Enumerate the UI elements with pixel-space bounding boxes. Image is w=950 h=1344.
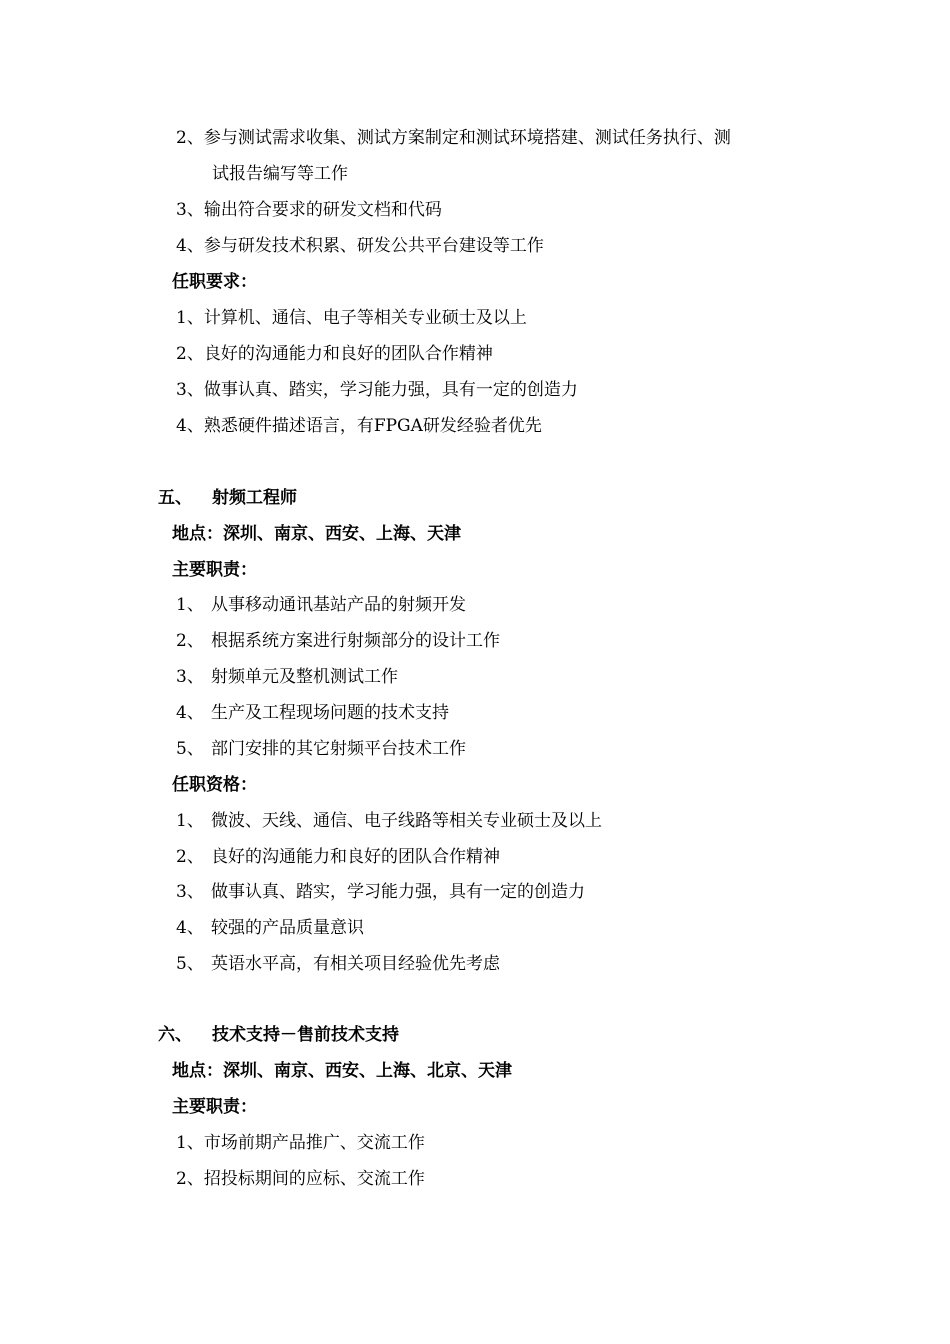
- item-text: 较强的产品质量意识: [211, 918, 364, 938]
- item-number: 1、: [176, 1133, 204, 1153]
- duties-heading: 主要职责：: [172, 1097, 257, 1117]
- item-number: 5、: [176, 954, 204, 974]
- duty-item: [176, 630, 500, 652]
- requirement-item: [176, 953, 500, 975]
- requirement-item: [176, 917, 364, 939]
- item-text: 计算机、通信、电子等相关专业硕士及以上: [203, 308, 527, 328]
- duty-item: [176, 1168, 425, 1190]
- item-number: 2、: [176, 631, 204, 651]
- item-number: 4、: [176, 416, 204, 436]
- requirement-item: [176, 810, 602, 832]
- requirement-item: [176, 846, 500, 868]
- item-number: 1、: [176, 595, 204, 615]
- item-text: 部门安排的其它射频平台技术工作: [211, 739, 466, 759]
- section-heading-5: [158, 487, 297, 509]
- duty-item: [176, 199, 442, 221]
- item-text: 射频单元及整机测试工作: [211, 667, 398, 687]
- item-text: 参与测试需求收集、测试方案制定和测试环境搭建、测试任务执行、测: [203, 128, 731, 148]
- item-number: 4、: [176, 918, 204, 938]
- item-text: 招投标期间的应标、交流工作: [203, 1169, 425, 1189]
- requirement-item: [176, 881, 585, 903]
- item-number: 2、: [176, 1169, 204, 1189]
- duty-item: [176, 594, 466, 616]
- section-title: 技术支持－售前技术支持: [212, 1025, 399, 1045]
- location-line: 地点：深圳、南京、西安、上海、天津: [172, 524, 461, 544]
- item-text: 良好的沟通能力和良好的团队合作精神: [211, 847, 500, 867]
- requirement-item: [176, 307, 527, 329]
- item-number: 2、: [176, 847, 204, 867]
- duties-heading: 主要职责：: [172, 560, 257, 580]
- item-text: 英语水平高，有相关项目经验优先考虑: [211, 954, 500, 974]
- item-number: 2、: [176, 344, 204, 364]
- duty-item: [176, 127, 731, 149]
- item-text: 输出符合要求的研发文档和代码: [203, 200, 442, 220]
- section-number: 六、: [158, 1025, 192, 1045]
- duty-item: [176, 702, 449, 724]
- item-text: 熟悉硬件描述语言，有FPGA研发经验者优先: [203, 416, 542, 436]
- section-title: 射频工程师: [212, 488, 297, 508]
- section-heading-6: [158, 1024, 399, 1046]
- duty-item-continuation: [212, 163, 348, 185]
- item-text: 市场前期产品推广、交流工作: [203, 1133, 425, 1153]
- location-line: 地点：深圳、南京、西安、上海、北京、天津: [172, 1061, 512, 1081]
- requirements-heading: 任职要求：: [172, 272, 257, 292]
- item-number: 3、: [176, 380, 204, 400]
- section-number: 五、: [158, 488, 192, 508]
- item-text: 根据系统方案进行射频部分的设计工作: [211, 631, 500, 651]
- item-text: 做事认真、踏实，学习能力强，具有一定的创造力: [203, 380, 578, 400]
- item-number: 3、: [176, 667, 204, 687]
- item-number: 3、: [176, 200, 204, 220]
- item-number: 5、: [176, 739, 204, 759]
- duty-item: [176, 1132, 425, 1154]
- item-number: 4、: [176, 703, 204, 723]
- duty-item: [176, 666, 398, 688]
- item-text: 参与研发技术积累、研发公共平台建设等工作: [203, 236, 544, 256]
- duty-item: [176, 738, 466, 760]
- item-number: 1、: [176, 308, 204, 328]
- item-number: 1、: [176, 811, 204, 831]
- item-text: 做事认真、踏实，学习能力强，具有一定的创造力: [211, 882, 585, 902]
- item-number: 4、: [176, 236, 204, 256]
- qualifications-heading: 任职资格：: [172, 775, 257, 795]
- requirement-item: [176, 379, 578, 401]
- item-number: 2、: [176, 128, 204, 148]
- item-text: 生产及工程现场问题的技术支持: [211, 703, 449, 723]
- item-text: 良好的沟通能力和良好的团队合作精神: [203, 344, 493, 364]
- item-text: 试报告编写等工作: [212, 164, 348, 184]
- duty-item: [176, 235, 544, 257]
- item-text: 微波、天线、通信、电子线路等相关专业硕士及以上: [211, 811, 602, 831]
- requirement-item: [176, 415, 542, 437]
- requirement-item: [176, 343, 493, 365]
- item-text: 从事移动通讯基站产品的射频开发: [211, 595, 466, 615]
- item-number: 3、: [176, 882, 204, 902]
